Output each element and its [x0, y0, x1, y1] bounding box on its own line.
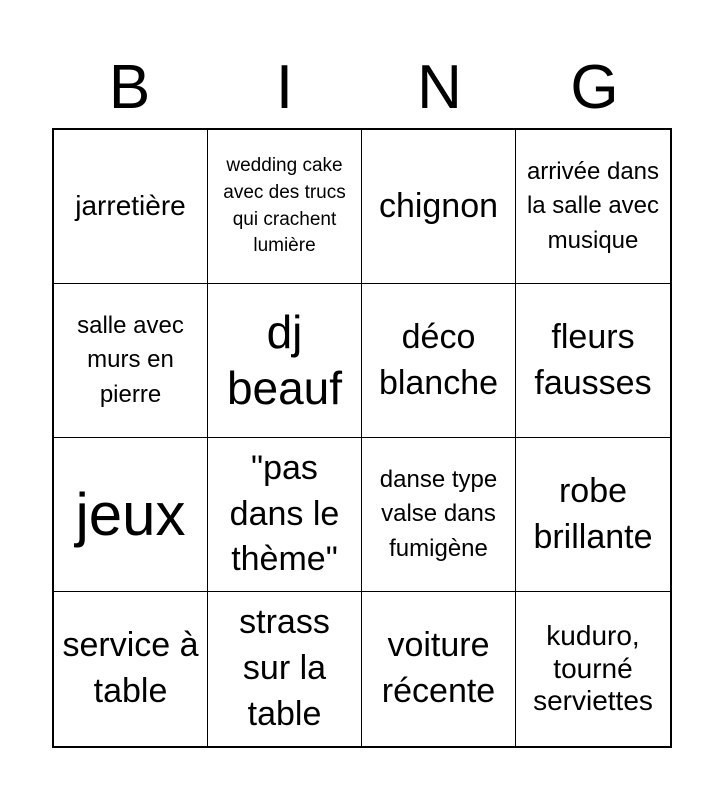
bingo-cell-label: salle avec murs en pierre	[77, 312, 184, 408]
bingo-cell-label: fleurs fausses	[534, 317, 652, 402]
bingo-cell-r1c1[interactable]	[54, 130, 208, 284]
bingo-cell-r4c2[interactable]	[208, 592, 362, 746]
bingo-cell-label: chignon	[378, 186, 499, 225]
bingo-cell-label: strass sur la table	[239, 603, 330, 733]
header-letter-i: I	[275, 53, 294, 122]
header-letter-n: N	[417, 53, 462, 122]
bingo-cell-r1c2[interactable]	[208, 130, 362, 284]
bingo-board	[52, 128, 672, 748]
bingo-cell-label: jarretière	[75, 190, 186, 222]
bingo-cell-label: danse type valse dans fumigène	[379, 466, 498, 562]
bingo-cell-r4c4[interactable]	[516, 592, 670, 746]
bingo-cell-label: "pas dans le thème"	[229, 448, 340, 579]
bingo-cell-r2c1[interactable]	[54, 284, 208, 438]
bingo-cell-label: voiture récente	[381, 626, 496, 710]
header-letter-b: B	[108, 53, 151, 122]
bingo-cell-r3c2[interactable]	[208, 438, 362, 592]
bingo-cell-label: service à table	[62, 626, 199, 710]
bingo-cell-r2c3[interactable]	[362, 284, 516, 438]
bingo-cell-r4c1[interactable]	[54, 592, 208, 746]
bingo-cell-r3c4[interactable]	[516, 438, 670, 592]
bingo-cell-label: robe brillante	[533, 471, 653, 556]
bingo-cell-r3c3[interactable]	[362, 438, 516, 592]
bingo-cell-label: kuduro, tourné serviettes	[533, 620, 653, 717]
bingo-cell-r1c3[interactable]	[362, 130, 516, 284]
bingo-cell-label: dj beauf	[226, 306, 343, 414]
bingo-cell-label: wedding cake avec des trucs qui crachent lumière	[223, 155, 346, 257]
bingo-cell-r4c3[interactable]	[362, 592, 516, 746]
bingo-cell-r2c4[interactable]	[516, 284, 670, 438]
bingo-cell-label: déco blanche	[378, 317, 499, 402]
bingo-cell-label: jeux	[75, 480, 186, 548]
bingo-cell-r3c1[interactable]	[54, 438, 208, 592]
bingo-header	[52, 48, 672, 128]
bingo-cell-r2c2[interactable]	[208, 284, 362, 438]
header-letter-g: G	[570, 53, 619, 122]
bingo-cell-label: arrivée dans la salle avec musique	[526, 158, 660, 254]
bingo-cell-r1c4[interactable]	[516, 130, 670, 284]
